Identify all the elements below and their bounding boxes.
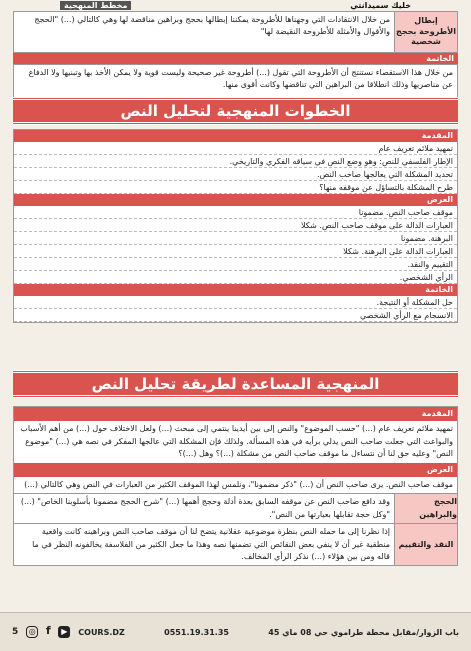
argument-row bbox=[13, 11, 458, 53]
argument-name: إبطال الأطروحة بحجج شخصية bbox=[394, 12, 457, 52]
argument-text: من خلال الانتقادات التي وجهناها للأطروحة يمكننا إبطالها بحجج وبراهين مناقضة لها وهي كالتالي (...) "الحجج والأقوال والأمثلة للأطروحة النقيضة لها" bbox=[14, 12, 394, 52]
steps-intro-header: المقدمة bbox=[14, 130, 457, 142]
steps-row: التقييم والنقد. bbox=[14, 258, 457, 271]
critique-name: النقد والتقييم bbox=[394, 524, 457, 565]
steps-end-header: الخاتمة bbox=[14, 284, 457, 296]
steps-row: البرهنة. مضمونا bbox=[14, 232, 457, 245]
helper-box bbox=[13, 406, 458, 566]
steps-row: طرح المشكلة بالتساؤل عن موقفه منها؟ bbox=[14, 181, 457, 194]
facebook-icon[interactable]: f bbox=[45, 624, 51, 637]
address: باب الزوار/مقابل محطة طراموي حي 08 ماي 45 bbox=[268, 627, 459, 637]
proof-text: وقد دافع صاحب النص عن موقفه السابق بعدة أدلة وحجج أهمها (...) "شرح الحجج مضمونا بأسلوبنا الخاص" (...) "وكل حجة تقابلها بعبارتها من النص". bbox=[20, 497, 390, 519]
steps-row: العبارات الدالة على موقف صاحب النص. شكلا bbox=[14, 219, 457, 232]
social-icons bbox=[26, 626, 70, 638]
steps-row: حل المشكلة أو النتيجة. bbox=[14, 296, 457, 309]
phone-number: 0551.19.31.35 bbox=[164, 627, 229, 637]
helper-intro-text: تمهيد ملائم تعريف عام (...) "حسب الموضوع" والنص إلى بين أيدينا ينتمي إلى مبحث (...) ولعل الاختلاف حول (...) من أهم الأسباب والبواعث التي جعلت صاحب النص يدلي برأيه في هذه المسألة. ولذلك فإن المشكلة التي عالجها المفكر في نصه هي (...) "موضوع النص" وعليه حق لنا أن نتساءل ما موقف صاحب النص من مشكلة (...)؟ وهل (...)؟ bbox=[20, 424, 453, 459]
steps-row: الانسجام مع الرأي الشخصي bbox=[14, 309, 457, 322]
section-tag: مخطط المنهجية bbox=[60, 1, 131, 10]
proof-name: الحجج والبراهين bbox=[394, 494, 457, 523]
steps-row: تمهيد ملائم تعريف عام bbox=[14, 142, 457, 155]
top-bar bbox=[0, 0, 471, 10]
steps-table bbox=[13, 129, 458, 323]
instagram-icon[interactable]: ◎ bbox=[26, 626, 38, 638]
banner-helper-method: المنهجية المساعدة لطريقة تحليل النص bbox=[13, 370, 458, 398]
steps-row: الرأي الشخصي. bbox=[14, 271, 457, 284]
conclusion-label: الخاتمة bbox=[13, 53, 458, 64]
proof-row bbox=[14, 493, 457, 523]
conclusion-block bbox=[13, 53, 458, 100]
banner-analysis-steps: الخطوات المنهجية لتحليل النص bbox=[13, 97, 458, 125]
steps-row: العبارات الدالة على البرهنة. شكلا bbox=[14, 245, 457, 258]
youtube-icon[interactable]: ▶ bbox=[58, 626, 70, 638]
steps-row: موقف صاحب النص. مضمونا bbox=[14, 206, 457, 219]
steps-body-header: العرض bbox=[14, 194, 457, 206]
site-name[interactable]: COURS.DZ bbox=[78, 627, 125, 637]
helper-body-text: موقف صاحب النص. يرى صاحب النص أن (...) "ذكر مضمونا"، ونلمس لهذا الموقف الكثير من العبارات في النص وهي كالتالي (...) bbox=[24, 479, 453, 489]
conclusion-text: من خلال هذا الاستقصاء نستنتج أن الأطروحة التي تقول (...) أطروحة غير صحيحة وليست قوية ولا يمكن الأخذ بها وتبنيها ولا الدفاع عن مناصريها وذلك انطلاقا من البراهين التي تناقضها وكانت أقوى منها. bbox=[13, 64, 458, 100]
critique-row bbox=[14, 523, 457, 565]
critique-text: إذا نظرنا إلى ما حمله النص بنظرة موضوعية عقلانية يتضح لنا أن موقف صاحب النص وبراهينه كانت واقعية منطقية غير أن لا ينفي بعض النقائص التي تضمنها نصه وهذا ما جعل الكثير من الفلاسفة يخالفونه النظر في ما قاله ومن بين هؤلاء (...) نذكر الرأي المخالف. bbox=[32, 527, 390, 561]
steps-row: تحديد المشكلة التي يعالجها صاحب النص. bbox=[14, 168, 457, 181]
brand-name: خليك سميدانتي bbox=[350, 0, 411, 10]
footer-left bbox=[12, 626, 125, 638]
helper-intro-header: المقدمة bbox=[14, 407, 457, 421]
page-number: 5 bbox=[12, 627, 19, 637]
steps-row: الإطار الفلسفي للنص: وهو وضع النص في سياقه الفكري والتاريخي. bbox=[14, 155, 457, 168]
footer bbox=[0, 612, 471, 651]
helper-body-header: العرض bbox=[14, 463, 457, 477]
